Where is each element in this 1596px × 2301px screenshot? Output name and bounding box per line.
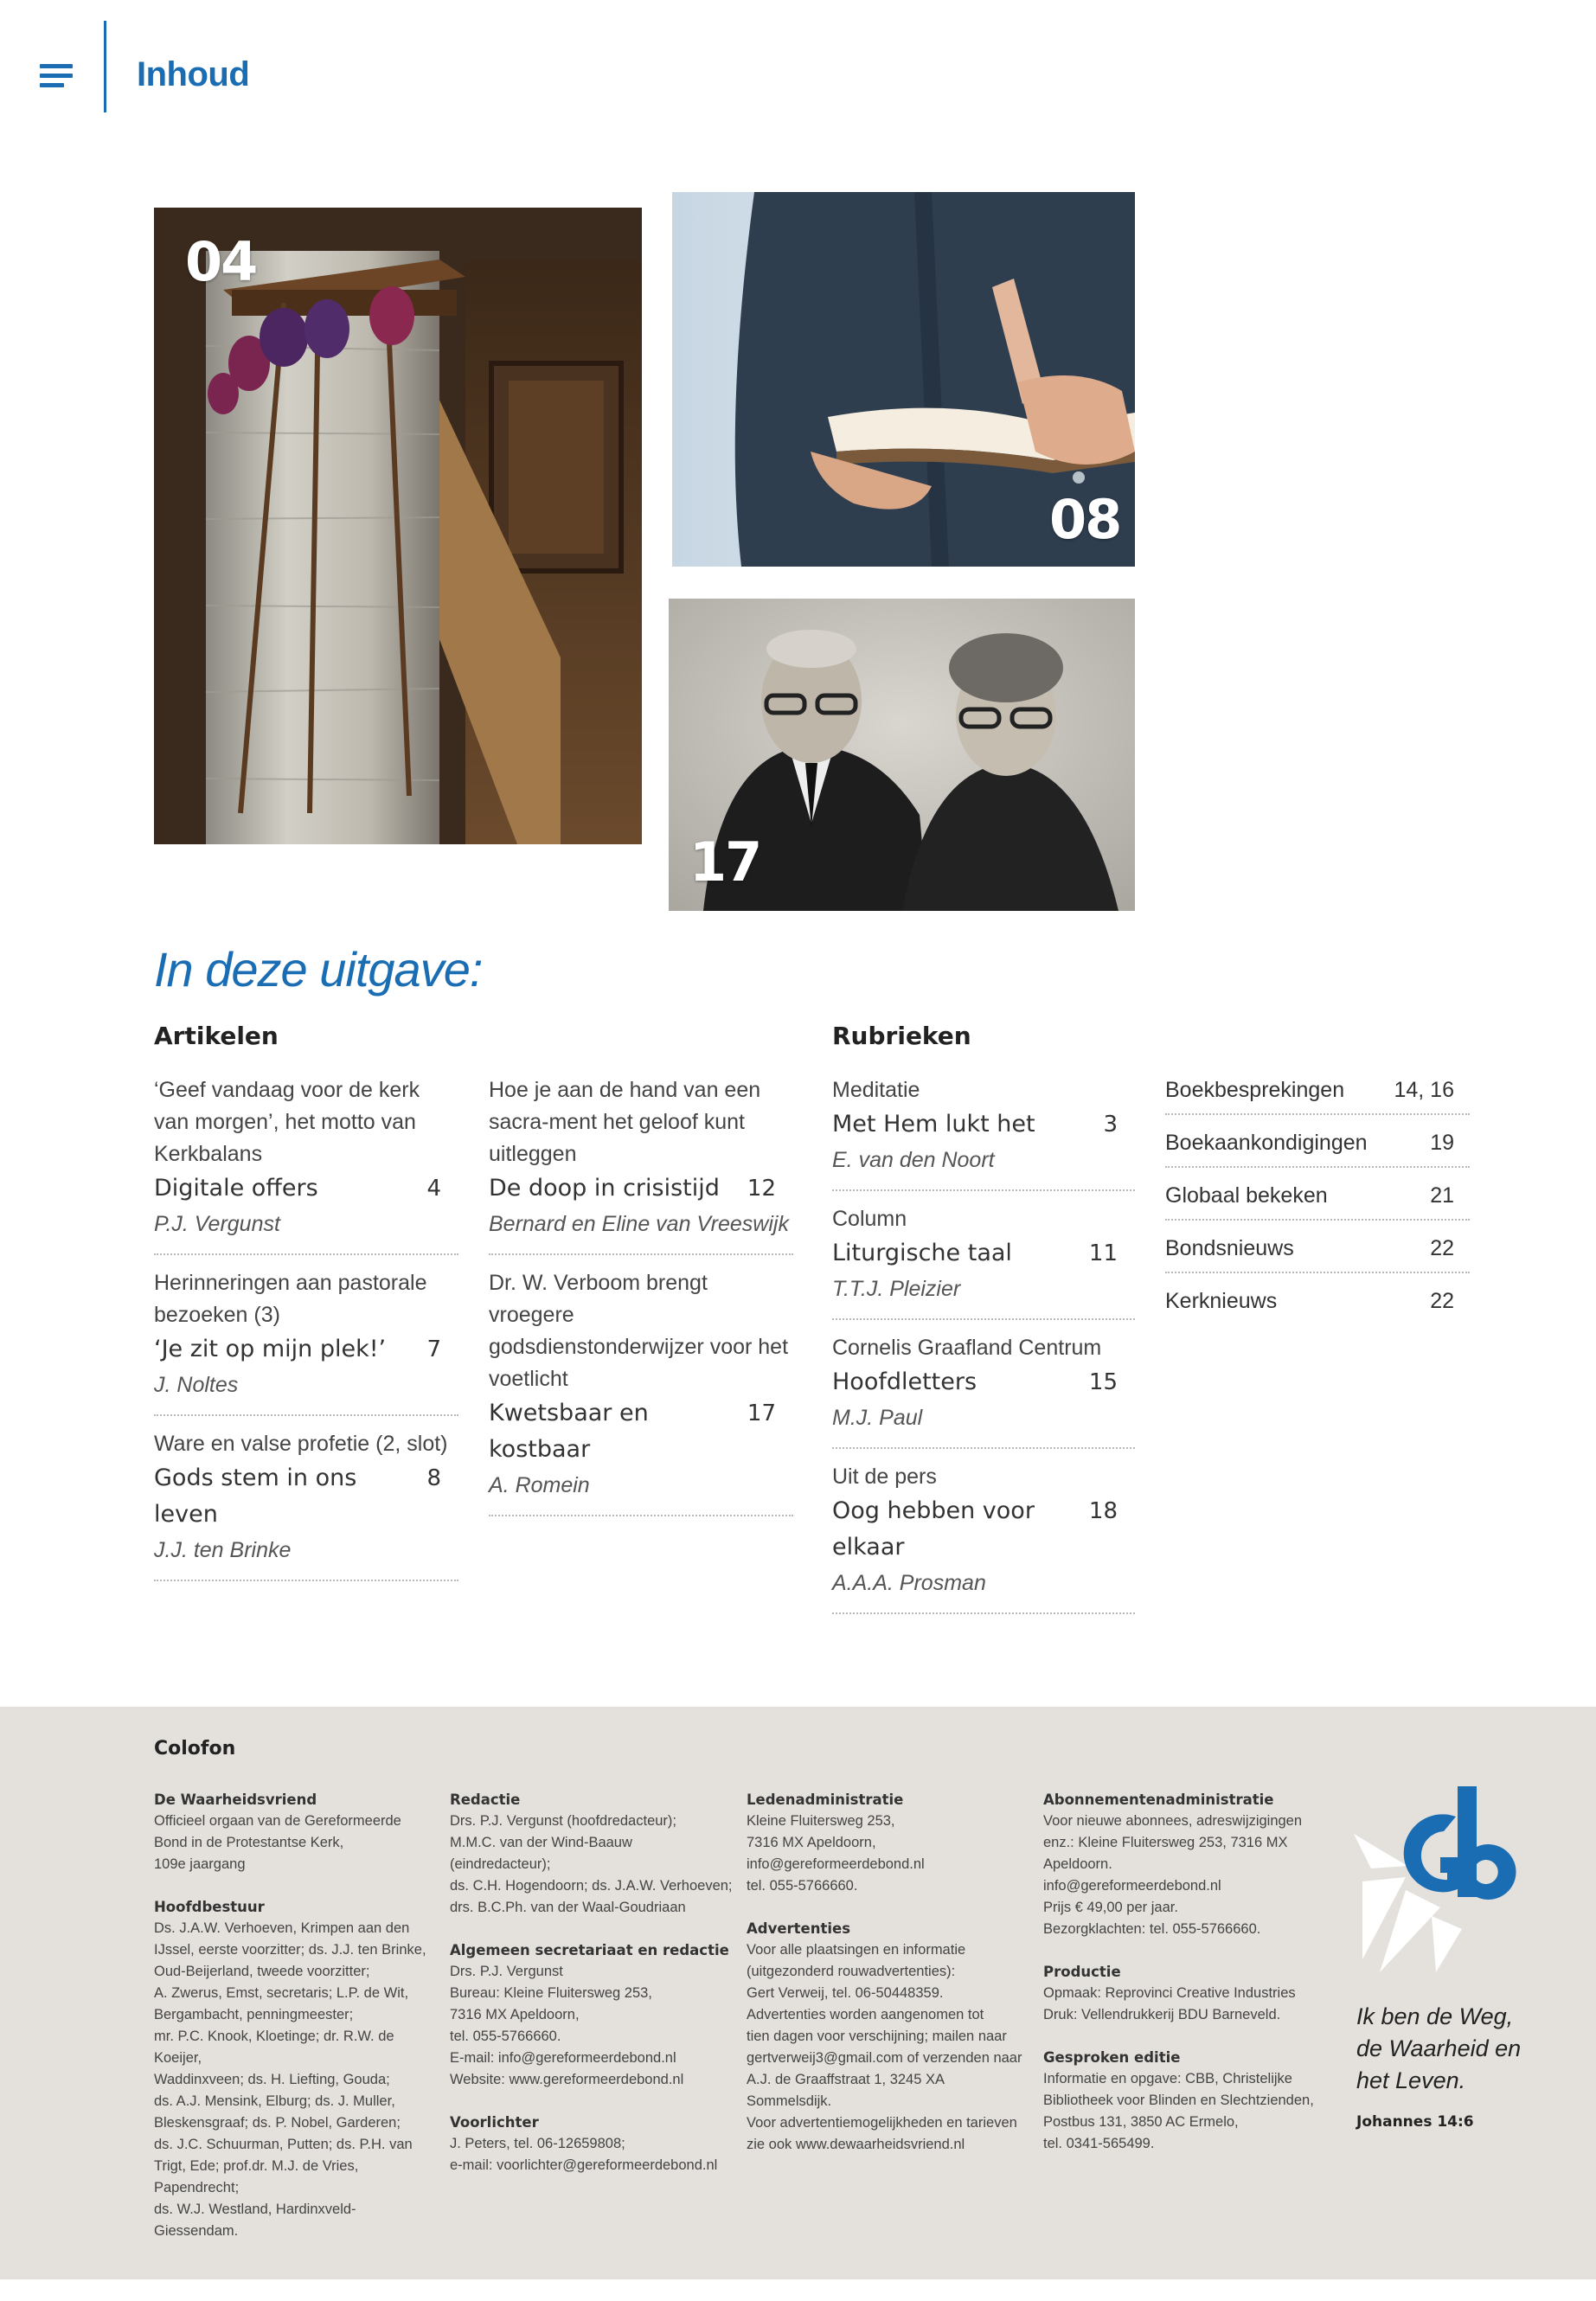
colofon-website-link[interactable]: zie ook www.dewaarheidsvriend.nl [747,2137,965,2152]
colofon-line: tien dagen voor verschijning; mailen naar [747,2029,1007,2044]
rubrieken-heading: Rubrieken [832,1022,971,1050]
colofon-line: IJssel, eerste voorzitter; ds. J.J. ten Brinke, [154,1942,426,1958]
toc-page-number: 17 [747,1400,776,1426]
quote-line: de Waarheid en [1356,2035,1522,2061]
colofon-line: drs. B.C.Ph. van der Waal-Goudriaan [450,1900,686,1915]
intro-heading: In deze uitgave: [154,942,483,997]
rubriek-item[interactable] [1165,1180,1470,1221]
rubrieken-column-1 [832,1074,1135,1626]
rubriek-name: Bondsnieuws [1165,1236,1294,1260]
colofon-line: J. Peters, tel. 06-12659808; [450,2136,625,2151]
colofon-line: Trigt, Ede; prof.dr. M.J. de Vries, Papendrecht; [154,2158,359,2195]
toc-title: Hoofdletters [832,1368,977,1395]
colofon-panel [0,1707,1596,2279]
toc-author: P.J. Vergunst [154,1212,280,1236]
toc-title: Kwetsbaar en kostbaar [489,1400,649,1463]
toc-page-number: 4 [426,1176,441,1202]
colofon-line: Bezorgklachten: tel. 055-5766660. [1043,1921,1261,1937]
bible-quote-reference: Johannes 14:6 [1356,2113,1474,2131]
colofon-heading: De Waarheidsvriend [154,1791,317,1808]
rubriek-page-number: 22 [1430,1289,1454,1313]
colofon-column-1 [154,1789,439,2242]
colofon-line: 7316 MX Apeldoorn, [450,2007,580,2022]
colofon-heading: Productie [1043,1964,1121,1980]
rubriek-item[interactable] [1165,1127,1470,1168]
colofon-line: Bibliotheek voor Blinden en Slechtzienden, [1043,2093,1314,2108]
toc-entry[interactable] [154,1074,458,1255]
colofon-line: Bleskensgraaf; ds. P. Nobel, Garderen; [154,2115,401,2131]
colofon-line: Ds. J.A.W. Verhoeven, Krimpen aan den [154,1920,410,1936]
colofon-line: Kleine Fluitersweg 253, [747,1813,895,1829]
colofon-heading: Advertenties [747,1920,851,1937]
rubrieken-column-2 [1165,1074,1470,1336]
colofon-line: M.M.C. van der Wind-Baauw (eindredacteur); [450,1835,632,1872]
colofon-line: tel. 055-5766660. [747,1878,858,1894]
rubriek-item[interactable] [1165,1233,1470,1273]
toc-entry[interactable] [154,1267,458,1416]
colofon-line: ds. J.C. Schuurman, Putten; ds. P.H. van [154,2137,413,2152]
toc-page-number: 18 [1088,1498,1118,1524]
colofon-heading: Hoofdbestuur [154,1899,265,1915]
toc-title: ‘Je zit op mijn plek!’ [154,1336,387,1362]
colofon-column-2 [450,1789,735,2176]
photo-number-04: 04 [185,230,257,293]
colofon-line: 7316 MX Apeldoorn, [747,1835,876,1850]
colofon-email-link[interactable]: info@gereformeerdebond.nl [1043,1878,1221,1894]
artikelen-column-1 [154,1074,458,1593]
photo-church-pillar[interactable] [154,208,642,844]
colofon-email-link[interactable]: e-mail: voorlichter@gereformeerdebond.nl [450,2157,718,2173]
toc-page-number: 12 [747,1176,776,1202]
rubriek-item[interactable] [1165,1074,1470,1115]
toc-entry[interactable] [832,1074,1135,1191]
toc-page-number: 15 [1088,1369,1118,1395]
colofon-line: A.J. de Graaffstraat 1, 3245 XA Sommelsdijk. [747,2072,945,2109]
colofon-title: Colofon [154,1738,236,1759]
colofon-column-4 [1043,1789,1329,2155]
toc-title: Oog hebben voor elkaar [832,1497,1035,1561]
toc-entry[interactable] [832,1461,1135,1614]
rubriek-page-number: 19 [1430,1131,1454,1155]
toc-kicker: Dr. W. Verboom brengt vroegere godsdienstonderwijzer voor het voetlicht [489,1271,789,1391]
rubriek-page-number: 21 [1430,1183,1454,1208]
colofon-line: Oud-Beijerland, tweede voorzitter; [154,1964,370,1979]
toc-page-number: 7 [426,1336,441,1362]
header-divider [104,21,106,112]
rubriek-name: Kerknieuws [1165,1289,1278,1313]
colofon-line: Voor alle plaatsingen en informatie [747,1942,966,1958]
colofon-email-link[interactable]: E-mail: info@gereformeerdebond.nl [450,2050,676,2066]
colofon-column-3 [747,1789,1032,2156]
colofon-line: Druk: Vellendrukkerij BDU Barneveld. [1043,2007,1281,2022]
colofon-line: Voor nieuwe abonnees, adreswijzigingen [1043,1813,1303,1829]
toc-page-number: 11 [1088,1240,1118,1266]
toc-entry[interactable] [832,1203,1135,1320]
colofon-line: Officieel orgaan van de Gereformeerde [154,1813,401,1829]
colofon-line: ds. W.J. Westland, Hardinxveld-Giessendam. [154,2202,356,2239]
rubriek-name: Boekbesprekingen [1165,1078,1345,1102]
photo-elderly-couple[interactable] [669,599,1135,911]
toc-kicker: Hoe je aan de hand van een sacra-ment het geloof kunt uitleggen [489,1078,761,1166]
colofon-line: Bond in de Protestantse Kerk, [154,1835,344,1850]
artikelen-column-2 [489,1074,793,1529]
toc-entry[interactable] [832,1332,1135,1449]
hamburger-menu-icon[interactable] [40,64,73,88]
colofon-heading: Redactie [450,1791,521,1808]
toc-author: M.J. Paul [832,1406,923,1430]
toc-kicker: Column [832,1207,907,1231]
colofon-line: ds. C.H. Hogendoorn; ds. J.A.W. Verhoeven; [450,1878,733,1894]
gereformeerde-bond-logo-icon [1354,1786,1531,1977]
toc-kicker: ‘Geef vandaag voor de kerk van morgen’, het motto van Kerkbalans [154,1078,420,1166]
toc-author: E. van den Noort [832,1148,995,1172]
toc-title: Met Hem lukt het [832,1111,1035,1138]
colofon-heading: Voorlichter [450,2114,539,2131]
toc-author: A. Romein [489,1473,590,1497]
colofon-heading: Ledenadministratie [747,1791,904,1808]
colofon-heading: Abonnementenadministratie [1043,1791,1274,1808]
colofon-line: Bergambacht, penningmeester; [154,2007,354,2022]
photo-bible[interactable] [672,192,1135,567]
photo-number-08: 08 [1049,488,1121,551]
colofon-line: ds. A.J. Mensink, Elburg; ds. J. Muller, [154,2093,395,2109]
toc-kicker: Herinneringen aan pastorale bezoeken (3) [154,1271,427,1327]
colofon-line: tel. 055-5766660. [450,2029,561,2044]
toc-entry[interactable] [154,1428,458,1581]
toc-entry[interactable] [489,1267,793,1516]
colofon-website-link[interactable]: Website: www.gereformeerdebond.nl [450,2072,684,2087]
colofon-line: Drs. P.J. Vergunst (hoofdredacteur); [450,1813,676,1829]
rubriek-name: Boekaankondigingen [1165,1131,1368,1155]
toc-entry[interactable] [489,1074,793,1255]
colofon-email-link[interactable]: info@gereformeerdebond.nl [747,1856,925,1872]
colofon-line: Gert Verweij, tel. 06-50448359. [747,1985,944,2001]
quote-line: het Leven. [1356,2067,1466,2093]
colofon-line: tel. 0341-565499. [1043,2136,1155,2151]
toc-author: J. Noltes [154,1373,239,1397]
colofon-line: A. Zwerus, Emst, secretaris; L.P. de Wit, [154,1985,409,2001]
colofon-line: 109e jaargang [154,1856,246,1872]
colofon-line: (uitgezonderd rouwadvertenties): [747,1964,956,1979]
toc-kicker: Cornelis Graafland Centrum [832,1336,1102,1360]
rubriek-page-number: 14, 16 [1394,1078,1454,1102]
colofon-line: Advertenties worden aangenomen tot [747,2007,984,2022]
quote-line: Ik ben de Weg, [1356,2003,1514,2029]
artikelen-heading: Artikelen [154,1022,279,1050]
toc-author: A.A.A. Prosman [832,1571,986,1595]
colofon-line: Voor advertentiemogelijkheden en tarieven [747,2115,1017,2131]
page-title: Inhoud [137,55,250,93]
toc-title: De doop in crisistijd [489,1175,720,1202]
colofon-heading: Algemeen secretariaat en redactie [450,1942,729,1958]
colofon-line: gertverweij3@gmail.com of verzenden naar [747,2050,1022,2066]
toc-kicker: Ware en valse profetie (2, slot) [154,1432,448,1456]
colofon-line: Informatie en opgave: CBB, Christelijke [1043,2071,1292,2086]
rubriek-name: Globaal bekeken [1165,1183,1328,1208]
toc-kicker: Meditatie [832,1078,920,1102]
toc-author: T.T.J. Pleizier [832,1277,961,1301]
colofon-line: mr. P.C. Knook, Kloetinge; dr. R.W. de Koeijer, [154,2029,394,2066]
colofon-line: Opmaak: Reprovinci Creative Industries [1043,1985,1296,2001]
toc-title: Digitale offers [154,1175,318,1202]
colofon-heading: Gesproken editie [1043,2049,1181,2066]
rubriek-page-number: 22 [1430,1236,1454,1260]
toc-author: Bernard en Eline van Vreeswijk [489,1212,789,1236]
colofon-line: Bureau: Kleine Fluitersweg 253, [450,1985,652,2001]
bible-quote [1356,2001,1547,2097]
toc-kicker: Uit de pers [832,1465,937,1489]
church-pillar-image [154,208,642,844]
toc-page-number: 8 [426,1465,441,1491]
colofon-line: Prijs € 49,00 per jaar. [1043,1900,1178,1915]
colofon-line: Postbus 131, 3850 AC Ermelo, [1043,2114,1239,2130]
colofon-line: enz.: Kleine Fluitersweg 253, 7316 MX [1043,1835,1288,1850]
rubriek-item[interactable] [1165,1285,1470,1324]
photo-number-17: 17 [689,830,761,894]
colofon-line: Apeldoorn. [1043,1856,1112,1872]
toc-title: Gods stem in ons leven [154,1465,357,1528]
toc-page-number: 3 [1103,1112,1118,1138]
colofon-line: Waddinxveen; ds. H. Liefting, Gouda; [154,2072,390,2087]
toc-author: J.J. ten Brinke [154,1538,292,1562]
colofon-line: Drs. P.J. Vergunst [450,1964,563,1979]
toc-title: Liturgische taal [832,1240,1012,1266]
